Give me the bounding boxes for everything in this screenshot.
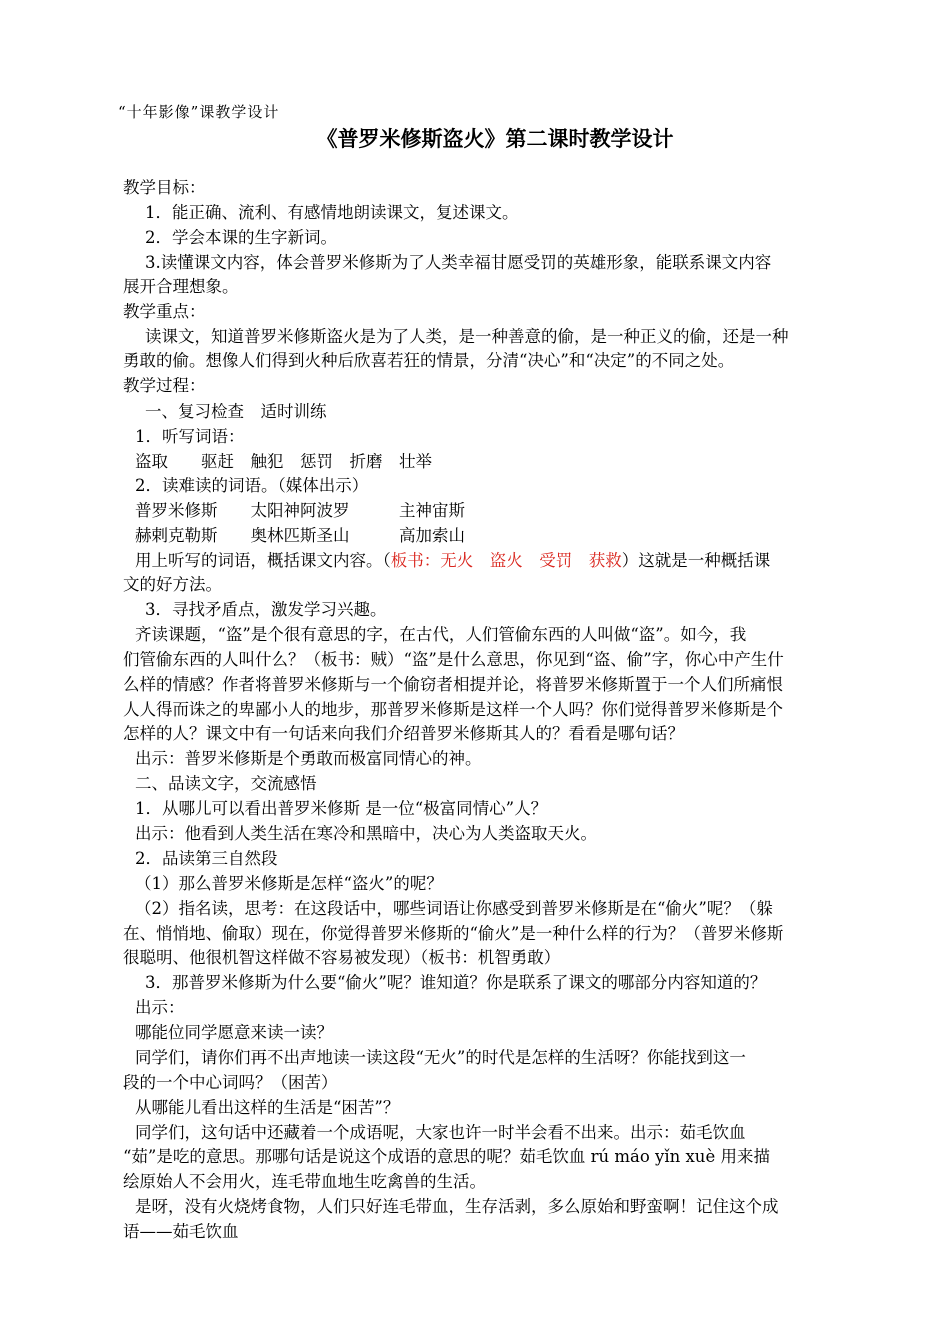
objectives-heading: 教学目标： xyxy=(123,178,206,197)
paragraph-line: “茹”是吃的意思。那哪句话是说这个成语的意思的呢？茹毛饮血 rú máo yǐn xuè 用来描 xyxy=(123,1147,770,1166)
list-item: 1．听写词语： xyxy=(135,427,245,446)
process-heading: 教学过程： xyxy=(123,376,206,395)
paragraph-line: 从哪能儿看出这样的生活是“困苦”？ xyxy=(135,1098,400,1117)
objective-item-continuation: 展开合理想象。 xyxy=(123,277,239,296)
paragraph-line: 在、悄悄地、偷取）现在，你觉得普罗米修斯的“偷火”是一种什么样的行为？（普罗米修斯 xyxy=(123,924,784,943)
summary-text: ）这就是一种概括课 xyxy=(621,551,771,570)
list-item: 1．从哪儿可以看出普罗米修斯 是一位“极富同情心”人？ xyxy=(135,799,548,818)
board-writing-red: 板书：无火 盗火 受罚 获救 xyxy=(390,551,622,570)
list-item: 3．寻找矛盾点，激发学习兴趣。 xyxy=(145,600,387,619)
section-title: 二、品读文字，交流感悟 xyxy=(135,774,317,793)
section-title: 一、复习检查 适时训练 xyxy=(145,402,327,421)
summary-continuation: 文的好方法。 xyxy=(123,575,222,594)
paragraph-line: 怎样的人？课文中有一句话来向我们介绍普罗米修斯其人的？看看是哪句话？ xyxy=(123,724,684,743)
paragraph-line: 语——茹毛饮血 xyxy=(123,1222,239,1241)
keypoints-text: 读课文，知道普罗米修斯盗火是为了人类，是一种善意的偷，是一种正义的偷，还是一种 xyxy=(145,327,789,346)
word-list: 赫剌克勒斯 奥林匹斯圣山 高加索山 xyxy=(135,526,465,545)
summary-paragraph xyxy=(135,549,770,573)
paragraph-line: 绘原始人不会用火，连毛带血地生吃禽兽的生活。 xyxy=(123,1172,486,1191)
word-list: 普罗米修斯 太阳神阿波罗 主神宙斯 xyxy=(135,501,465,520)
paragraph-line: 齐读课题，“盗”是个很有意思的字，在古代，人们管偷东西的人叫做“盗”。如今，我 xyxy=(135,625,747,644)
keypoints-heading: 教学重点： xyxy=(123,302,206,321)
list-item: 3．那普罗米修斯为什么要“偷火”呢？谁知道？你是联系了课文的哪部分内容知道的？ xyxy=(145,973,767,992)
word-list: 盗取 驱赶 触犯 惩罚 折磨 壮举 xyxy=(135,452,432,471)
paragraph-line: 哪能位同学愿意来读一读？ xyxy=(135,1023,333,1042)
paragraph-line: 是呀，没有火烧烤食物，人们只好连毛带血，生存活剥，多么原始和野蛮啊！记住这个成 xyxy=(135,1197,779,1216)
keypoints-text: 勇敢的偷。想像人们得到火种后欣喜若狂的情景，分清“决心”和“决定”的不同之处。 xyxy=(123,351,735,370)
paragraph-line: 们管偷东西的人叫什么？（板书：贼）“盗”是什么意思，你见到“盗、偷”字，你心中产生什 xyxy=(123,650,784,669)
show-text: 出示：他看到人类生活在寒冷和黑暗中，决心为人类盗取天火。 xyxy=(135,824,597,843)
paragraph-line: 很聪明、他很机智这样做不容易被发现）（板书：机智勇敢） xyxy=(123,948,561,967)
question-item: （2）指名读，思考：在这段话中，哪些词语让你感受到普罗米修斯是在“偷火”呢？（躲 xyxy=(135,899,773,918)
show-text: 出示：普罗米修斯是个勇敢而极富同情心的神。 xyxy=(135,749,482,768)
list-item: 2．读难读的词语。（媒体出示） xyxy=(135,476,369,495)
paragraph-line: 人人得而诛之的卑鄙小人的地步，那普罗米修斯是这样一个人吗？你们觉得普罗米修斯是个 xyxy=(123,700,783,719)
show-text: 出示： xyxy=(135,998,185,1017)
question-item: （1）那么普罗米修斯是怎样“盗火”的呢？ xyxy=(135,874,443,893)
objective-item: 2．学会本课的生字新词。 xyxy=(145,228,337,247)
document-title: 《普罗米修斯盗火》第二课时教学设计 xyxy=(316,127,674,151)
paragraph-line: 同学们，这句话中还藏着一个成语呢，大家也许一时半会看不出来。出示：茹毛饮血 xyxy=(135,1123,746,1142)
paragraph-line: 段的一个中心词吗？（困苦） xyxy=(123,1073,338,1092)
objective-item: 1．能正确、流利、有感情地朗读课文，复述课文。 xyxy=(145,203,519,222)
document-subtitle: “十年影像”课教学设计 xyxy=(118,103,280,121)
list-item: 2．品读第三自然段 xyxy=(135,849,278,868)
objective-item: 3.读懂课文内容，体会普罗米修斯为了人类幸福甘愿受罚的英雄形象，能联系课文内容 xyxy=(145,253,772,272)
paragraph-line: 么样的情感？作者将普罗米修斯与一个偷窃者相提并论，将普罗米修斯置于一个人们所痛恨 xyxy=(123,675,783,694)
summary-text: 用上听写的词语，概括课文内容。（ xyxy=(135,551,391,570)
paragraph-line: 同学们，请你们再不出声地读一读这段“无火”的时代是怎样的生活呀？你能找到这一 xyxy=(135,1048,746,1067)
